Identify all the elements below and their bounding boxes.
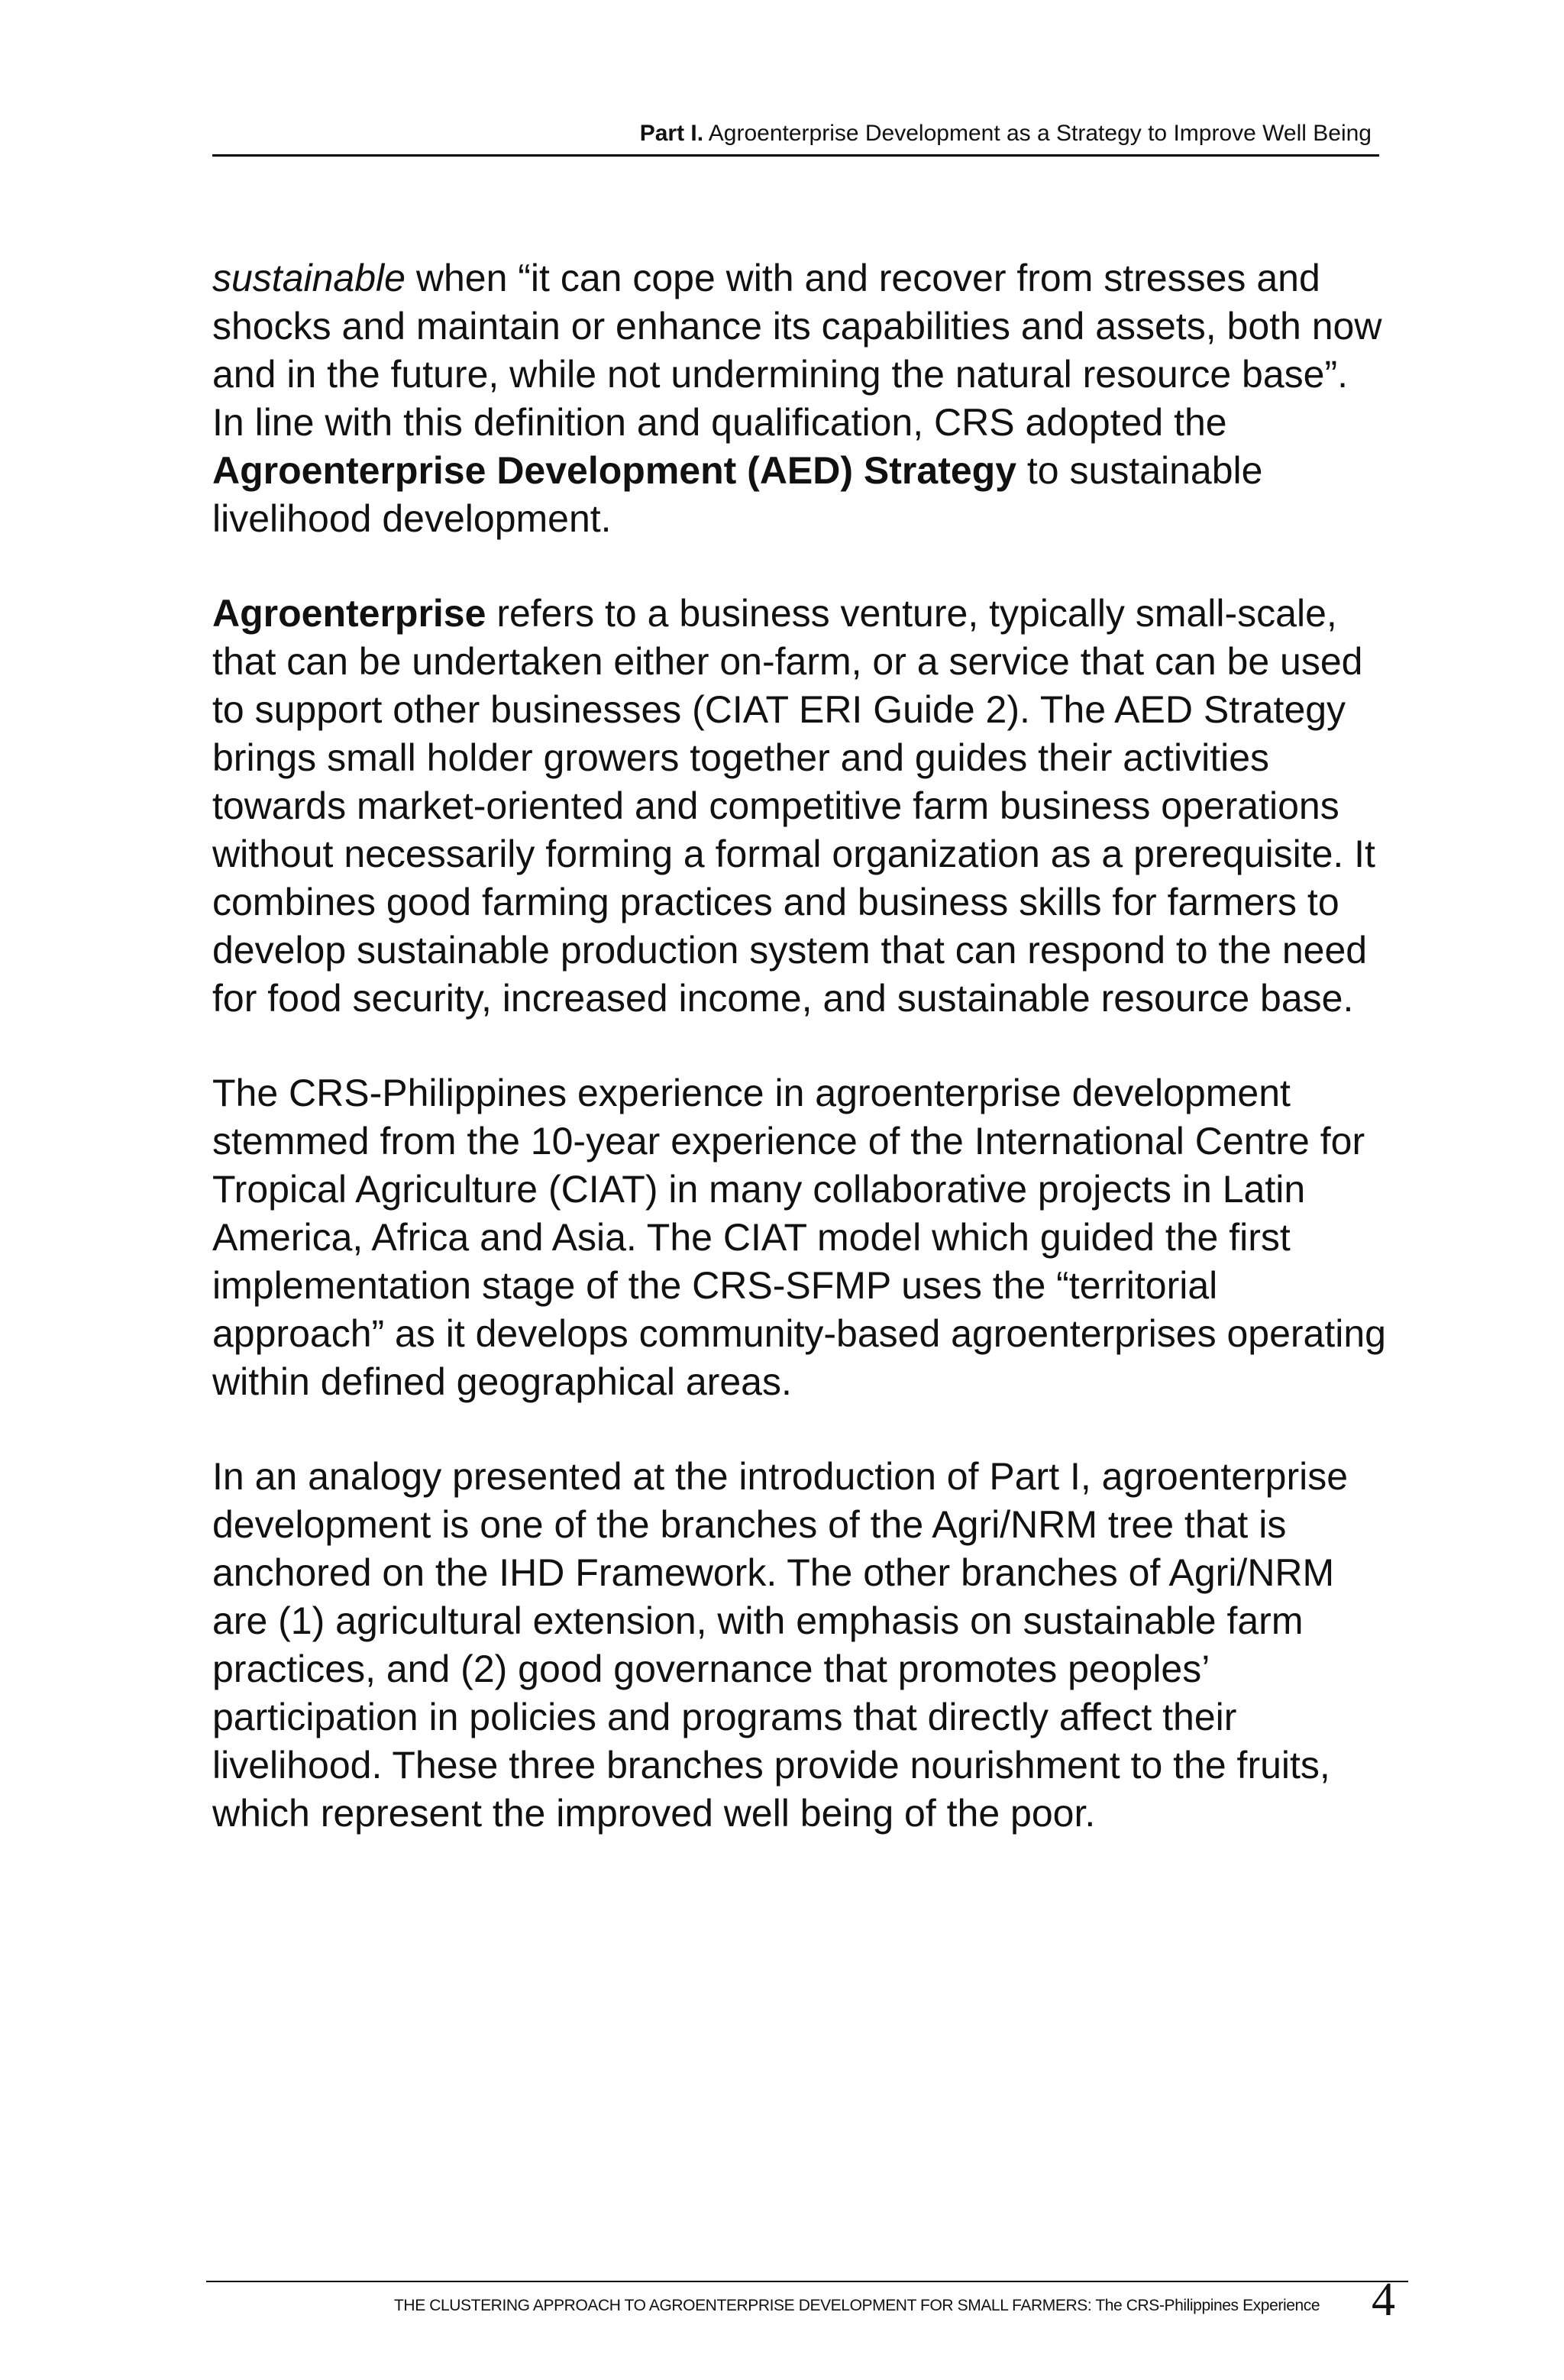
paragraph-sustainable-definition <box>212 254 1388 543</box>
paragraph-crs-experience <box>212 1069 1388 1406</box>
footer-divider <box>206 2281 1408 2282</box>
paragraph-2-text: refers to a business venture, typically small-scale, that can be undertaken either on-farm, or a service that can be used to support other businesses (CIAT ERI Guide 2). The AED Strategy brings small holder growers together and guides their activities towards market-oriented and competitive farm business operations without necessarily forming a formal organization as a prerequisite. It combines good farming practices and business skills for farmers to develop sustainable production system that can respond to the need for food security, increased income, and sustainable resource base. <box>212 592 1375 1020</box>
paragraph-1-text-a: when “it can cope with and recover from stresses and shocks and maintain or enhance its capabilities and assets, both now and in the future, while not undermining the natural resource base”. In line with this definition and qualification, CRS adopted the <box>212 257 1382 444</box>
paragraph-agri-nrm-analogy <box>212 1453 1388 1838</box>
footer-book-title: THE CLUSTERING APPROACH TO AGROENTERPRISE DEVELOPMENT FOR SMALL FARMERS: The CRS-Philippines Experience <box>394 2297 1320 2314</box>
main-body <box>212 254 1388 1838</box>
running-header-text <box>640 122 1372 145</box>
page-number: 4 <box>1372 2274 1395 2326</box>
bold-term-agroenterprise: Agroenterprise <box>212 592 486 635</box>
paragraph-3-text: The CRS-Philippines experience in agroenterprise development stemmed from the 10-year experience of the International Centre for Tropical Agriculture (CIAT) in many collaborative projects in Latin America, Africa and Asia. The CIAT model which guided the first implementation stage of the CRS-SFMP uses the “territorial approach” as it develops community-based agroenterprises operating within defined geographical areas. <box>212 1072 1386 1403</box>
part-label: Part I. <box>639 121 704 146</box>
italic-term-sustainable: sustainable <box>212 257 406 299</box>
paragraph-4-text: In an analogy presented at the introduction of Part I, agroenterprise development is one of the branches of the Agri/NRM tree that is anchored on the IHD Framework. The other branches of Agri/NRM are (1) agricultural extension, with emphasis on sustainable farm practices, and (2) good governance that promotes peoples’ participation in policies and programs that directly affect their livelihood. These three branches provide nourishment to the fruits, which represent the improved well being of the poor. <box>212 1455 1349 1835</box>
paragraph-agroenterprise-definition <box>212 590 1388 1023</box>
header-title: Agroenterprise Development as a Strategy to Improve Well Being <box>708 121 1372 146</box>
bold-term-aed-strategy: Agroenterprise Development (AED) Strategy <box>212 449 1017 492</box>
running-header <box>212 116 1379 157</box>
paragraph-1-text-b: to sustainable livelihood development. <box>212 449 1263 540</box>
